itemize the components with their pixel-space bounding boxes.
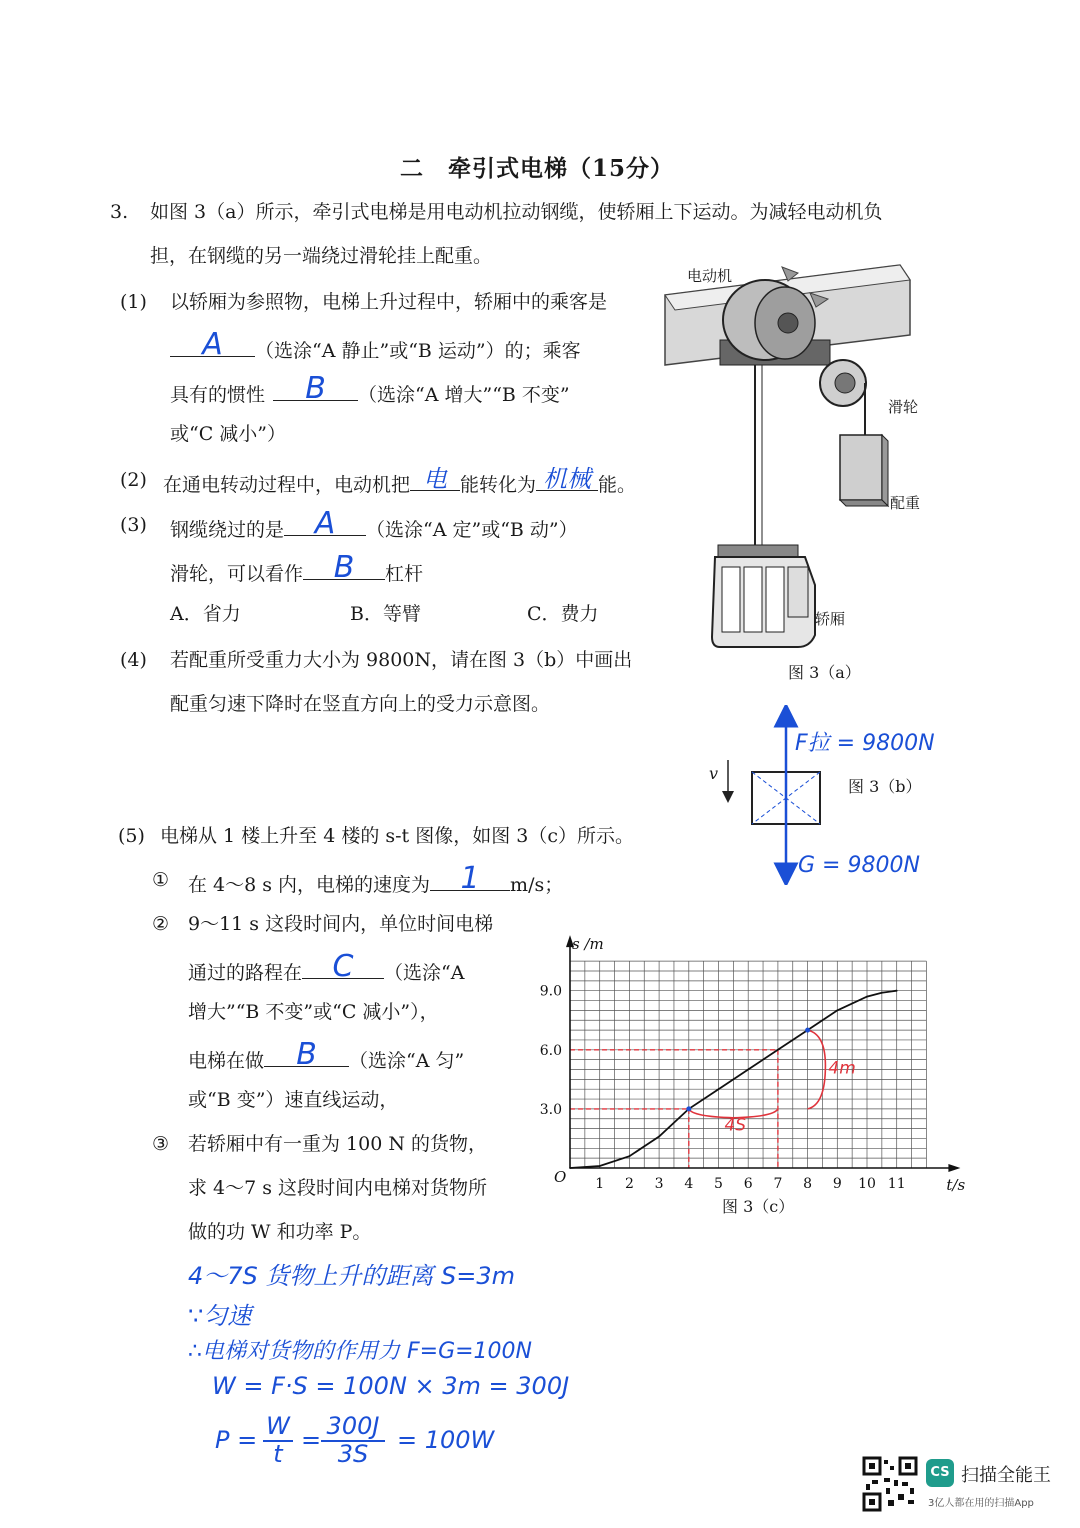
data-point: [629, 1155, 631, 1157]
tension-force-label: F拉 = 9800N: [795, 731, 935, 756]
figure-3a-elevator: [660, 255, 920, 665]
answer-blank[interactable]: [303, 550, 385, 585]
answer-blank[interactable]: [430, 861, 510, 896]
sub2-line2-pre: 通过的路程在: [188, 962, 303, 984]
part2-pre: 在通电转动过程中，电动机把: [163, 474, 411, 496]
car-top: [718, 545, 798, 557]
fraction-numerator: W: [263, 1412, 293, 1442]
sub2-line2: [188, 949, 465, 985]
data-point: [599, 1165, 601, 1167]
section-title: 二 牵引式电梯（15分）: [400, 155, 675, 182]
label-pulley: 滑轮: [888, 398, 919, 416]
x-tick-label: 9: [832, 1176, 842, 1192]
answer-blank[interactable]: [264, 1037, 349, 1072]
handwritten-answer: B: [333, 550, 355, 585]
data-point: [896, 990, 898, 992]
part2-post: 能。: [598, 474, 637, 496]
answer-blank[interactable]: [273, 371, 358, 406]
part3-pre: 钢缆绕过的是: [170, 519, 285, 541]
part1-line4: 或“C 减小”）: [170, 423, 287, 445]
data-point: [658, 1136, 660, 1138]
data-point: [718, 1088, 720, 1090]
x-tick-label: 10: [858, 1176, 876, 1192]
sub3-mark: ③: [152, 1133, 170, 1155]
label-motor: 电动机: [687, 267, 733, 285]
part1-line3-suffix: （选涂“A 增大”“B 不变”: [358, 384, 570, 406]
sub2-line5: 或“B 变”）速直线运动，: [188, 1089, 399, 1111]
part1-line1: 以轿厢为参照物，电梯上升过程中，轿厢中的乘客是: [170, 291, 608, 313]
x-tick-label: 8: [803, 1176, 813, 1192]
figure-3c-st-chart: [520, 925, 970, 1225]
sub2-line4-pre: 电梯在做: [188, 1050, 265, 1072]
y-axis-label: s /m: [572, 935, 604, 954]
label-counterweight: 配重: [890, 494, 921, 512]
x-tick-label: 11: [887, 1176, 906, 1192]
sub2-mark: ②: [152, 913, 170, 935]
part3-number: (3): [120, 514, 147, 536]
option-a: A．省力: [170, 603, 241, 625]
annotation-distance-label: 4m: [828, 1058, 856, 1079]
sub2-line4-post: （选涂“A 匀”: [349, 1050, 465, 1072]
intro-line-2: 担，在钢缆的另一端绕过滑轮挂上配重。: [150, 245, 493, 267]
part3-line1: [170, 506, 578, 542]
x-tick-label: 6: [743, 1176, 753, 1192]
handwritten-answer: B: [305, 371, 326, 406]
part2-line: [163, 465, 637, 497]
fraction-numerator: 300J: [321, 1412, 385, 1442]
handwritten-answer: A: [202, 327, 223, 362]
sub2-line2-post: （选涂“A: [384, 962, 465, 984]
handwritten-answer: C: [332, 949, 354, 984]
solution-line-4: W = F·S = 100N × 3m = 300J: [212, 1372, 570, 1400]
handwritten-answer: B: [296, 1037, 317, 1072]
x-tick-label: 4: [684, 1176, 694, 1192]
origin-label: O: [554, 1168, 567, 1186]
solution-line-3: ∴电梯对货物的作用力 F=G=100N: [188, 1339, 533, 1364]
data-point: [569, 1167, 571, 1169]
y-tick-label: 6.0: [539, 1042, 562, 1059]
part2-mid: 能转化为: [460, 474, 537, 496]
answer-blank[interactable]: [170, 327, 255, 362]
option-c: C．费力: [527, 603, 599, 625]
data-point: [836, 1010, 838, 1012]
sub1-line: [188, 861, 564, 897]
answer-blank[interactable]: [536, 465, 598, 493]
gravity-force-label: G = 9800N: [798, 853, 920, 878]
sub3-line3: 做的功 W 和功率 P。: [188, 1221, 372, 1243]
part4-number: (4): [120, 649, 147, 671]
chart-grid: [570, 961, 926, 1168]
part4-line2: 配重匀速下降时在竖直方向上的受力示意图。: [170, 693, 551, 715]
data-point: [747, 1069, 749, 1071]
x-axis-label: t/s: [946, 1176, 966, 1194]
figure-3b-caption: 图 3（b）: [848, 777, 922, 796]
figure-3c-caption: 图 3（c）: [722, 1197, 795, 1216]
annotation-time-label: 4S: [724, 1115, 747, 1136]
part1-number: (1): [120, 291, 147, 313]
answer-blank[interactable]: [284, 506, 366, 541]
watermark-subtitle: 3亿人都在用的扫描App: [928, 1498, 1034, 1509]
marked-point: [686, 1106, 691, 1111]
sub3-line2: 求 4～7 s 这段时间内电梯对货物所: [188, 1177, 488, 1199]
answer-blank[interactable]: [302, 949, 384, 984]
sub2-line4: [188, 1037, 465, 1073]
handwritten-answer: 机械: [543, 465, 592, 493]
part3-line2-post: 杠杆: [385, 563, 424, 585]
sub1-mark: ①: [152, 869, 170, 891]
chart-annotations: [686, 1028, 855, 1136]
fraction-denominator: 3S: [337, 1440, 369, 1468]
handwritten-answer: 电: [423, 465, 448, 493]
sub2-line1: 9～11 s 这段时间内，单位时间电梯: [188, 913, 494, 935]
part1-line2-text: （选涂“A 静止”或“B 运动”）的；乘客: [255, 340, 581, 362]
data-point: [777, 1049, 779, 1051]
counterweight-block: [840, 435, 882, 500]
y-tick-label: 9.0: [539, 983, 562, 1000]
data-point: [881, 992, 883, 994]
handwritten-answer: 1: [460, 861, 480, 896]
sub2-line3: 增大”“B 不变”或“C 减小”），: [188, 1001, 439, 1023]
handwritten-answer: A: [314, 506, 336, 541]
label-car: 轿厢: [815, 610, 846, 628]
part5-number: (5): [118, 825, 145, 847]
part1-line3: [170, 371, 570, 407]
data-point: [866, 996, 868, 998]
x-tick-label: 7: [773, 1176, 783, 1192]
option-b: B．等臂: [350, 603, 421, 625]
answer-blank[interactable]: [410, 465, 460, 493]
x-tick-label: 5: [714, 1176, 723, 1192]
sub1-pre: 在 4～8 s 内，电梯的速度为: [188, 874, 431, 896]
part3-line2: [170, 550, 424, 586]
part1-line3-prefix: 具有的惯性: [170, 384, 266, 406]
chart-ticks: [540, 984, 906, 1192]
fraction-denominator: t: [273, 1440, 283, 1468]
qr-code-icon: [862, 1456, 918, 1512]
x-tick-label: 3: [654, 1176, 664, 1192]
x-tick-label: 2: [624, 1176, 634, 1192]
y-tick-label: 3.0: [539, 1101, 562, 1118]
equals-sign: =: [301, 1426, 322, 1454]
part1-line2: [170, 327, 581, 363]
figure-3a-caption: 图 3（a）: [788, 663, 861, 682]
solution-line-1: 4～7S 货物上升的距离 S=3m: [188, 1262, 516, 1290]
question-number: 3.: [110, 201, 129, 223]
part3-line2-pre: 滑轮，可以看作: [170, 563, 304, 585]
part5-intro: 电梯从 1 楼上升至 4 楼的 s-t 图像，如图 3（c）所示。: [160, 825, 634, 847]
velocity-label: v: [709, 764, 719, 783]
part3-post: （选涂“A 定”或“B 动”）: [366, 519, 578, 541]
sub3-line1: 若轿厢中有一重为 100 N 的货物，: [188, 1133, 488, 1155]
watermark-title: 扫描全能王: [961, 1465, 1051, 1486]
x-axis-arrow: [948, 1164, 960, 1172]
part4-line1: 若配重所受重力大小为 9800N，请在图 3（b）中画出: [170, 649, 633, 671]
power-eq-prefix: P =: [215, 1426, 258, 1454]
marked-point: [805, 1028, 810, 1033]
power-result: = 100W: [397, 1426, 495, 1454]
part2-number: (2): [120, 469, 147, 491]
sub1-post: m/s；: [510, 874, 564, 896]
x-tick-label: 1: [595, 1176, 605, 1192]
camscanner-logo: CS: [926, 1459, 954, 1487]
chart-axes: [554, 935, 965, 1194]
intro-line-1: 如图 3（a）所示，牵引式电梯是用电动机拉动钢缆，使轿厢上下运动。为减轻电动机负: [150, 201, 883, 223]
solution-line-2: ∵匀速: [188, 1302, 252, 1330]
